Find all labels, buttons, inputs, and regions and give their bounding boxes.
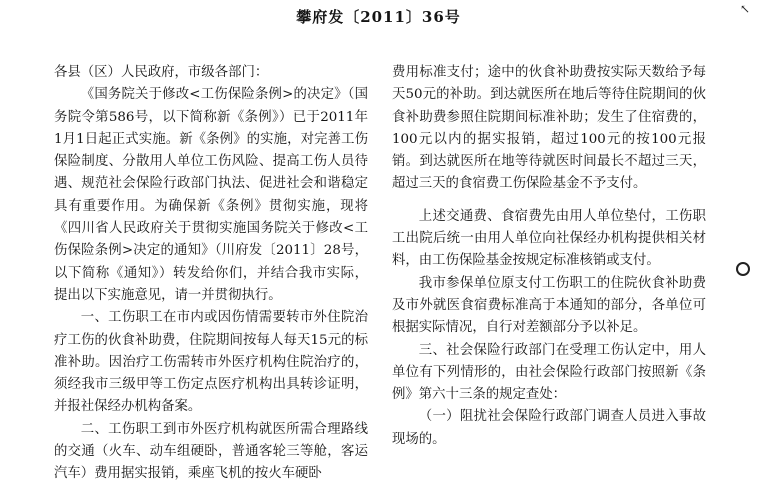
section-two-continued: 费用标准支付；途中的伙食补助费按实际天数给予每天50元的补助。到达就医所在地后等待住院期间的伙食补助费参照住院期间标准补助；发生了住宿费的，100元以内的据实报销，超过100元的按100元报销。到达就医所在地等待就医时间最长不超过三天，超过三天的食宿费工伤保险基金不予支付。 [392,65,706,192]
left-column [54,62,368,486]
item-one-paragraph: （一）阻扰社会保险行政部门调查人员进入事故现场的。 [392,409,706,447]
intro-paragraph: 《国务院关于修改<工伤保险条例>的决定》（国务院令第586号，以下简称新《条例》）已于2011年1月1日起正式实施。新《条例》的实施，对完善工伤保险制度、分散用人单位工伤风险、提高工伤人员待遇、规范社会保险行政部门执法、促进社会和谐稳定具有重要作用。为确保新《条例》贯彻实施，现将《四川省人民政府关于贯彻实施国务院关于修改<工伤保险条例>决定的通知》（川府发〔2011〕28号，以下简称《通知》）转发给你们，并结合我市实际，提出以下实施意见，请一并贯彻执行。 [54,87,368,303]
scan-ring-mark [736,262,750,276]
section-two-paragraph: 二、工伤职工到市外医疗机构就医所需合理路线的交通（火车、动车组硬卧，普通客轮三等舱，客运汽车）费用据实报销，乘座飞机的按火车硬卧 [54,421,368,482]
section-three-paragraph: 三、社会保险行政部门在受理工伤认定中，用人单位有下列情形的，由社会保险行政部门按照新《条例》第六十三条的规定查处： [392,342,706,403]
salutation: 各县（区）人民政府，市级各部门： [54,65,269,80]
section-one-paragraph: 一、工伤职工在市内或因伤情需要转市外住院治疗工伤的伙食补助费，住院期间按每人每天15元的标准补助。因治疗工伤需转市外医疗机构住院治疗的，须经我市三级甲等工伤定点医疗机构出具转诊证明，并报社保经办机构备案。 [54,310,368,415]
right-column [392,62,706,451]
scan-corner-mark: ↖ [740,2,751,16]
difference-paragraph: 我市参保单位原支付工伤职工的住院伙食补助费及市外就医食宿费标准高于本通知的部分，各单位可根据实际情况，自行对差额部分予以补足。 [392,275,706,336]
advance-payment-paragraph: 上述交通费、食宿费先由用人单位垫付，工伤职工出院后统一由用人单位向社保经办机构提供相关材料，由工伤保险基金按规定标准核销或支付。 [392,208,706,269]
document-number: 攀府发〔2011〕36号 [296,8,461,26]
